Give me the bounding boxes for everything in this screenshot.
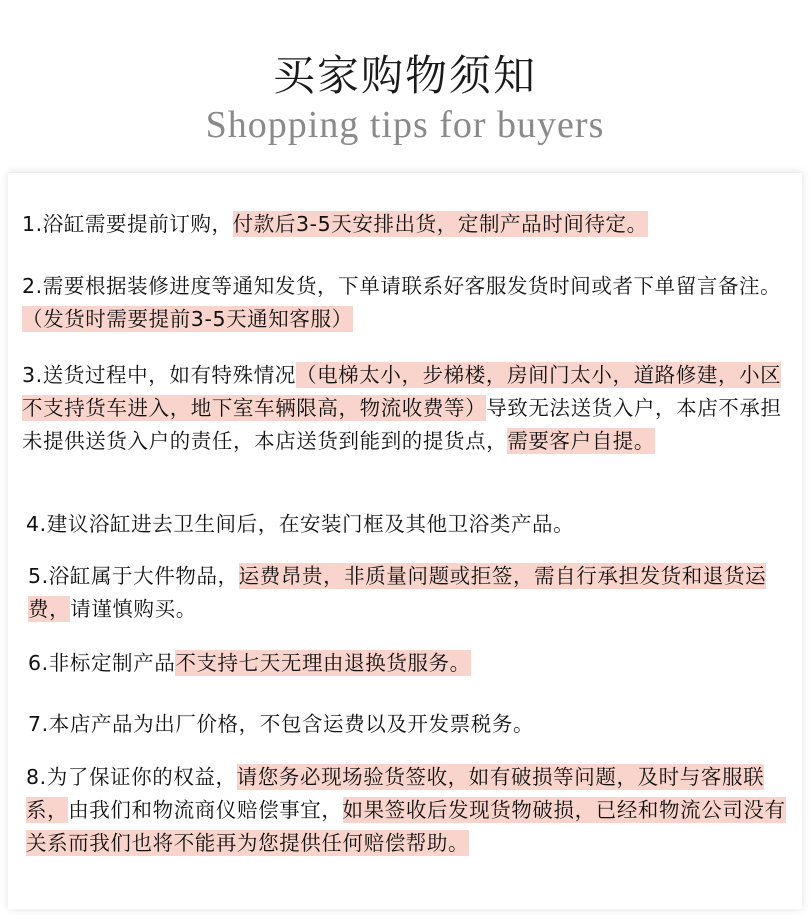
tip-highlight: （电梯太小，步梯楼，房间门太小，道路修建，小区不支持货车进入，地下室车辆限高，物流收费等） bbox=[22, 363, 782, 420]
tip-highlight: 如果签收后发现货物破损，已经和物流公司没有关系而我们也将不能再为您提供任何赔偿帮助。 bbox=[26, 798, 786, 855]
page-header bbox=[0, 0, 810, 172]
tip-text: 2.需要根据装修进度等通知发货，下单请联系好客服发货时间或者下单留言备注。 bbox=[22, 274, 782, 298]
tip-text: 4.建议浴缸进去卫生间后，在安装门框及其他卫浴类产品。 bbox=[26, 512, 575, 536]
page-title: 买家购物须知 bbox=[272, 51, 537, 100]
tip-text: 由我们和物流商仪赔偿事宜， bbox=[68, 798, 343, 822]
tips-card bbox=[8, 172, 802, 909]
tip-item-4 bbox=[26, 508, 796, 541]
tip-item-8 bbox=[26, 761, 796, 860]
tip-item-7 bbox=[28, 708, 798, 741]
tip-item-1 bbox=[22, 208, 792, 241]
tip-text: 1.浴缸需要提前订购， bbox=[22, 212, 233, 236]
tip-text: 7.本店产品为出厂价格，不包含运费以及开发票税务。 bbox=[28, 712, 535, 736]
tip-item-2 bbox=[22, 270, 792, 336]
tip-highlight: 付款后3-5天安排出货，定制产品时间待定。 bbox=[232, 212, 648, 236]
page-subtitle: Shopping tips for buyers bbox=[205, 104, 605, 146]
tip-item-5 bbox=[28, 560, 798, 626]
tip-text: 6.非标定制产品 bbox=[28, 651, 176, 675]
tip-highlight: 请您务必现场验货签收，如有破损等问题，及时与客服联系， bbox=[26, 765, 765, 822]
tip-item-3 bbox=[22, 359, 792, 458]
tip-highlight: 不支持七天无理由退换货服务。 bbox=[175, 651, 471, 675]
tip-item-6 bbox=[28, 647, 798, 680]
tip-highlight: 需要客户自提。 bbox=[507, 429, 656, 453]
tip-text: 导致无法送货入户，本店不承担未提供送货入户的责任，本店送货到能到的提货点， bbox=[22, 396, 782, 453]
tip-text: 8.为了保证你的权益， bbox=[26, 765, 237, 789]
tip-highlight: （发货时需要提前3-5天通知客服） bbox=[22, 307, 353, 331]
tip-text: 5.浴缸属于大件物品， bbox=[28, 564, 239, 588]
tip-text: 请谨慎购买。 bbox=[70, 597, 197, 621]
tip-text: 3.送货过程中，如有特殊情况 bbox=[22, 363, 296, 387]
tip-highlight: 运费昂贵，非质量问题或拒签，需自行承担发货和退货运费， bbox=[28, 564, 767, 621]
